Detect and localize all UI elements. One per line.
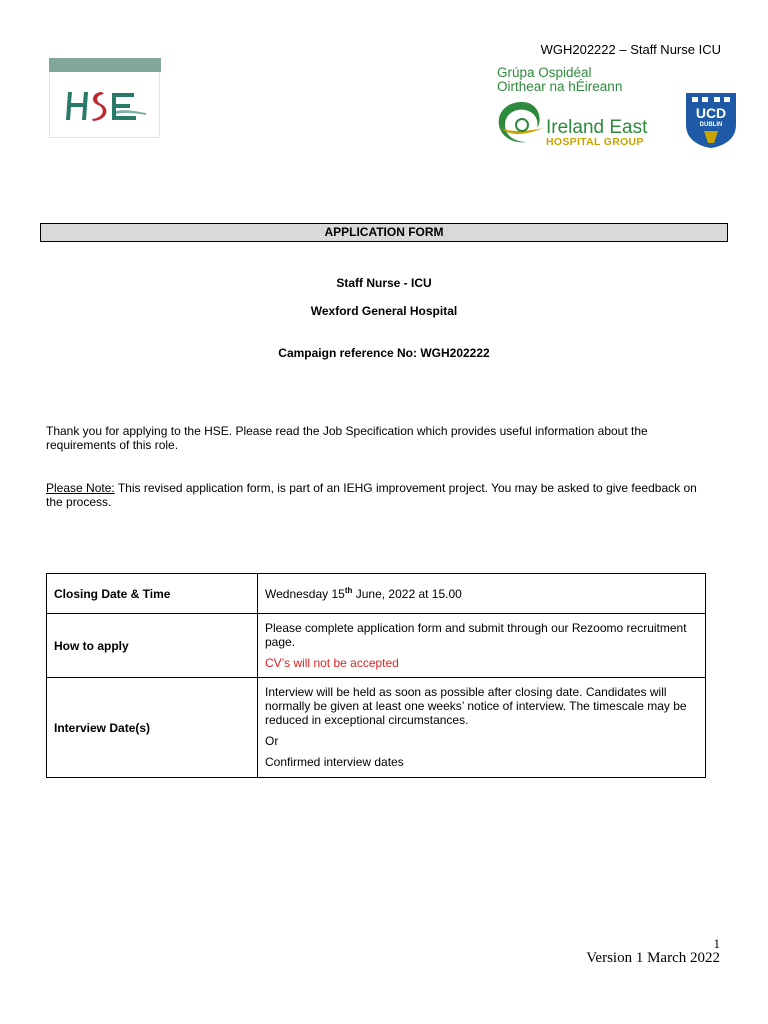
table-row-interview <box>47 678 706 778</box>
ieh-irish-name-line1: Grúpa Ospidéal <box>497 65 592 80</box>
svg-text:DUBLIN: DUBLIN <box>699 122 723 128</box>
hse-logo-mark <box>50 72 160 136</box>
ireland-east-logo <box>495 62 685 154</box>
closing-date-day: Wednesday 15 <box>265 587 345 601</box>
note-label: Please Note: <box>46 481 115 495</box>
version-footer: Version 1 March 2022 <box>586 950 720 966</box>
form-title-bar: APPLICATION FORM <box>40 223 728 242</box>
interview-dates-label: Interview Date(s) <box>47 678 258 778</box>
table-row-apply <box>47 614 706 678</box>
ucd-logo <box>684 91 738 149</box>
cv-warning-text: CV’s will not be accepted <box>265 656 399 670</box>
closing-date-rest: June, 2022 at 15.00 <box>352 587 462 601</box>
page-number: 1 <box>713 936 720 951</box>
note-paragraph <box>46 481 716 509</box>
table-row-closing <box>47 574 706 614</box>
hse-logo-bar <box>49 58 161 72</box>
campaign-reference: Campaign reference No: WGH202222 <box>278 346 490 360</box>
ieh-swirl-icon <box>495 98 549 148</box>
closing-date-label: Closing Date & Time <box>47 574 258 614</box>
closing-date-value <box>258 574 706 614</box>
hse-logo <box>49 58 161 138</box>
interview-dates-value <box>258 678 706 778</box>
hospital-name: Wexford General Hospital <box>310 304 458 318</box>
svg-text:UCD: UCD <box>695 105 727 121</box>
how-to-apply-value <box>258 614 706 678</box>
closing-date-suffix: th <box>344 586 353 595</box>
hse-logo-box <box>49 72 160 138</box>
intro-paragraph: Thank you for applying to the HSE. Please read the Job Specification which provides useful information about the requirements of this role. <box>46 424 648 452</box>
details-table <box>46 573 706 778</box>
ieh-title: Ireland East <box>546 117 648 138</box>
ieh-irish-name-line2: Oirthear na hÉireann <box>497 79 623 94</box>
how-to-apply-label: How to apply <box>47 614 258 678</box>
header-reference: WGH202222 – Staff Nurse ICU <box>540 42 721 57</box>
ucd-crest-icon <box>684 91 738 149</box>
ieh-subtitle: HOSPITAL GROUP <box>546 136 644 148</box>
interview-text: Interview will be held as soon as possible after closing date. Candidates will normally be given at least one weeks’ notice of interview. The timescale may be reduced in exceptional circumstances. <box>265 685 687 727</box>
interview-or-text: Or <box>265 734 279 748</box>
role-title: Staff Nurse - ICU <box>336 276 432 290</box>
interview-confirmed-text: Confirmed interview dates <box>265 755 404 769</box>
note-text: This revised application form, is part of an IEHG improvement project. You may be asked to give feedback on the process. <box>46 481 697 509</box>
how-to-apply-text: Please complete application form and submit through our Rezoomo recruitment page. <box>265 621 687 649</box>
